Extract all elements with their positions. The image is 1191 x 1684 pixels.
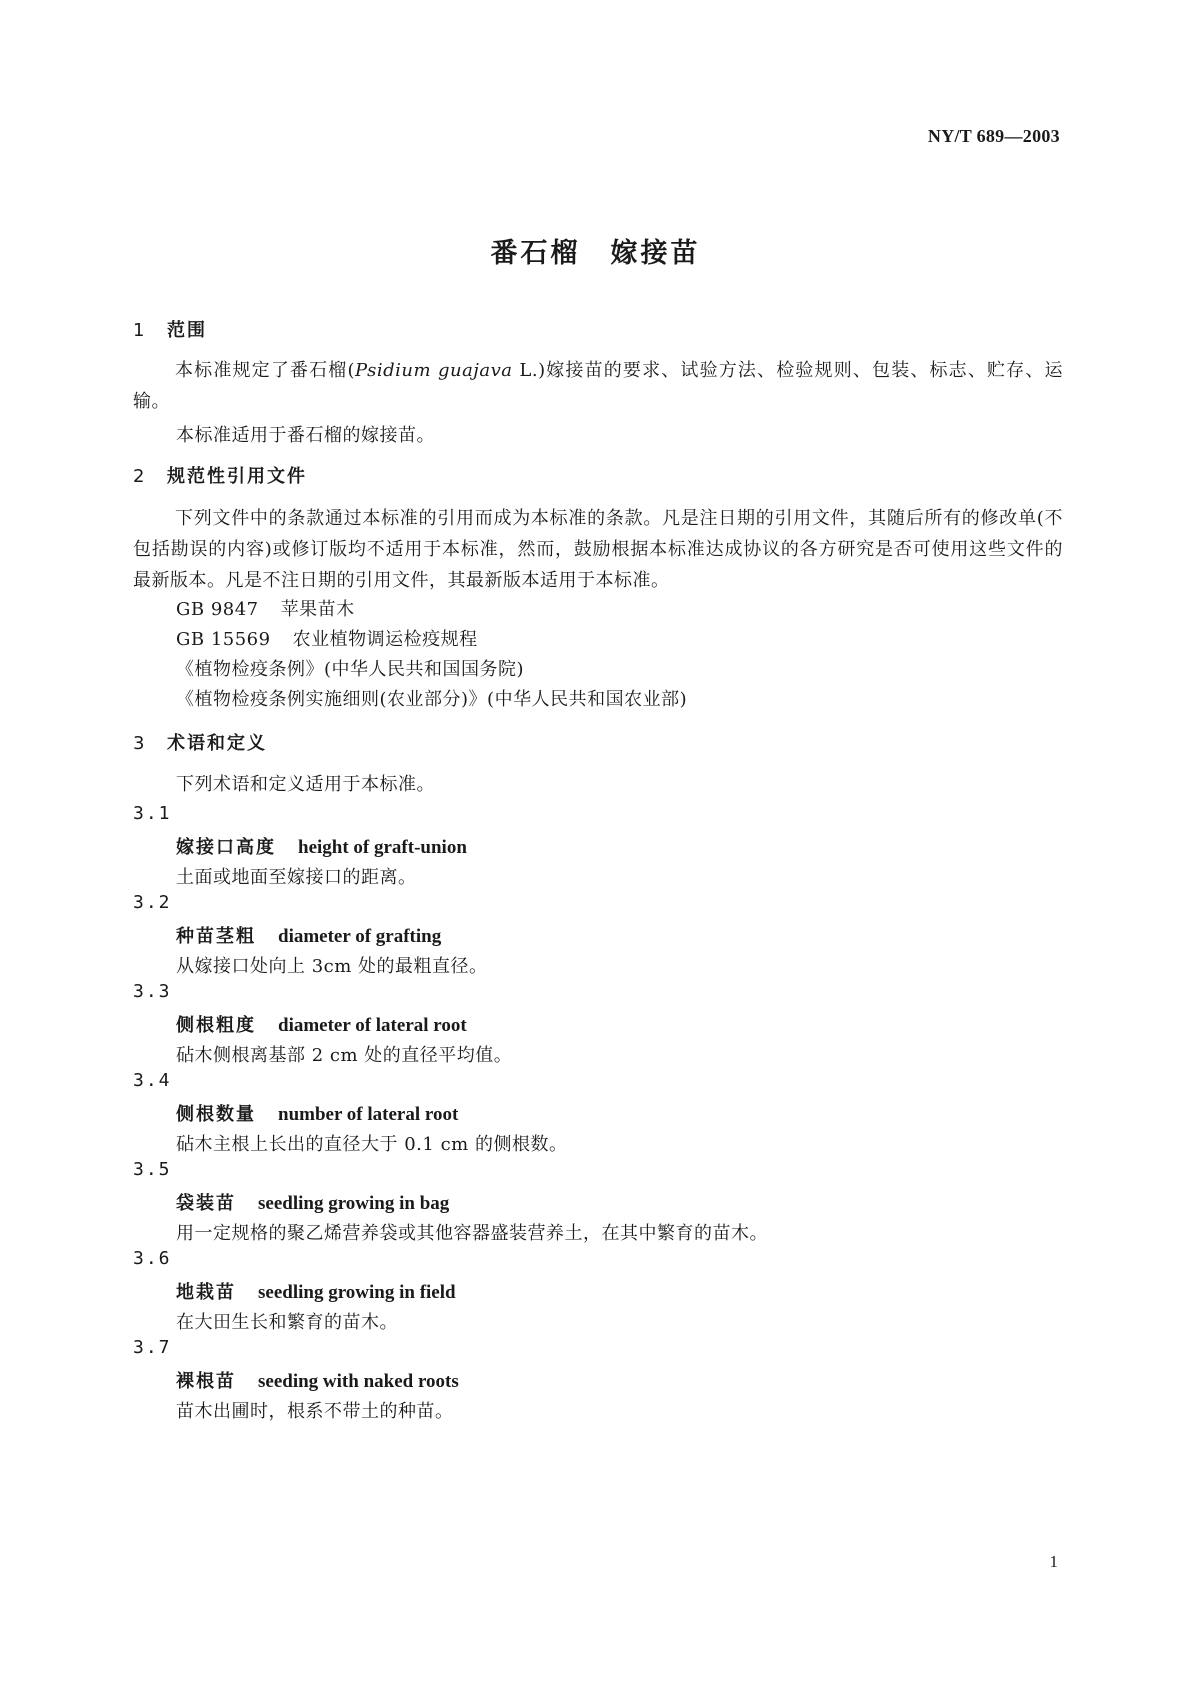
text-segment: 本标准规定了番石榴( <box>175 360 355 381</box>
section-number: 2 <box>133 466 147 487</box>
term-heading <box>176 1189 449 1215</box>
term-number: 3.1 <box>133 803 172 824</box>
title-part-2: 嫁接苗 <box>610 238 701 269</box>
term-zh: 裸根苗 <box>176 1371 236 1392</box>
term-heading <box>176 1278 456 1304</box>
reference-item: 《植物检疫条例》(中华人民共和国国务院) <box>176 659 525 680</box>
term-en: number of lateral root <box>278 1104 459 1125</box>
section-number: 1 <box>133 320 147 341</box>
section-3-intro: 下列术语和定义适用于本标准。 <box>176 774 435 795</box>
term-en: seedling growing in field <box>258 1282 456 1303</box>
term-heading <box>176 1011 467 1037</box>
term-definition: 用一定规格的聚乙烯营养袋或其他容器盛装营养土，在其中繁育的苗木。 <box>176 1223 768 1244</box>
term-zh: 种苗茎粗 <box>176 926 256 947</box>
section-1-paragraph-2: 本标准适用于番石榴的嫁接苗。 <box>176 425 435 446</box>
reference-code: GB 15569 <box>176 629 271 650</box>
page-number: 1 <box>1049 1552 1058 1571</box>
term-number: 3.5 <box>133 1159 172 1180</box>
reference-title: 农业植物调运检疫规程 <box>292 629 478 650</box>
section-number: 3 <box>133 733 147 754</box>
term-zh: 侧根数量 <box>176 1104 256 1125</box>
term-definition: 从嫁接口处向上 3cm 处的最粗直径。 <box>176 956 488 977</box>
section-title: 规范性引用文件 <box>167 466 307 487</box>
term-definition: 土面或地面至嫁接口的距离。 <box>176 867 417 888</box>
section-title: 范围 <box>167 320 207 341</box>
reference-item <box>176 595 355 621</box>
term-en: diameter of lateral root <box>278 1015 467 1036</box>
term-en: seedling growing in bag <box>258 1193 450 1214</box>
page-title <box>0 231 1191 270</box>
term-number: 3.6 <box>133 1248 172 1269</box>
reference-title: 苹果苗木 <box>280 599 355 620</box>
section-1-paragraph-1 <box>133 355 1063 417</box>
scientific-name: Psidium guajava <box>355 360 513 381</box>
reference-item <box>176 625 478 651</box>
term-definition: 在大田生长和繁育的苗木。 <box>176 1312 398 1333</box>
term-heading <box>176 833 467 859</box>
section-title: 术语和定义 <box>167 733 267 754</box>
term-en: seeding with naked roots <box>258 1371 459 1392</box>
term-definition: 砧木主根上长出的直径大于 0.1 cm 的侧根数。 <box>176 1134 568 1155</box>
reference-code: GB 9847 <box>176 599 259 620</box>
term-en: height of graft-union <box>298 837 467 858</box>
term-number: 3.4 <box>133 1070 172 1091</box>
term-definition: 砧木侧根离基部 2 cm 处的直径平均值。 <box>176 1045 513 1066</box>
term-heading <box>176 1100 458 1126</box>
reference-item: 《植物检疫条例实施细则(农业部分)》(中华人民共和国农业部) <box>176 689 688 710</box>
term-zh: 袋装苗 <box>176 1193 236 1214</box>
term-zh: 地栽苗 <box>176 1282 236 1303</box>
term-heading <box>176 922 441 948</box>
title-part-1: 番石榴 <box>490 238 581 269</box>
section-2-heading <box>133 462 307 488</box>
term-number: 3.3 <box>133 981 172 1002</box>
term-definition: 苗木出圃时，根系不带土的种苗。 <box>176 1401 454 1422</box>
term-number: 3.7 <box>133 1337 172 1358</box>
term-zh: 侧根粗度 <box>176 1015 256 1036</box>
section-2-paragraph-1: 下列文件中的条款通过本标准的引用而成为本标准的条款。凡是注日期的引用文件，其随后所有的修改单(不包括勘误的内容)或修订版均不适用于本标准，然而，鼓励根据本标准达成协议的各方研究是否可使用这些文件的最新版本。凡是不注日期的引用文件，其最新版本适用于本标准。 <box>133 508 1063 591</box>
text-segment: L.)嫁接苗的要求、试验方法、检验规则、包装、标志、贮存、运输。 <box>133 360 1064 412</box>
term-en: diameter of grafting <box>278 926 442 947</box>
term-number: 3.2 <box>133 892 172 913</box>
term-heading <box>176 1367 459 1393</box>
section-3-heading <box>133 729 267 755</box>
term-zh: 嫁接口高度 <box>176 837 276 858</box>
section-1-heading <box>133 316 207 342</box>
standard-number: NY/T 689—2003 <box>927 126 1060 146</box>
